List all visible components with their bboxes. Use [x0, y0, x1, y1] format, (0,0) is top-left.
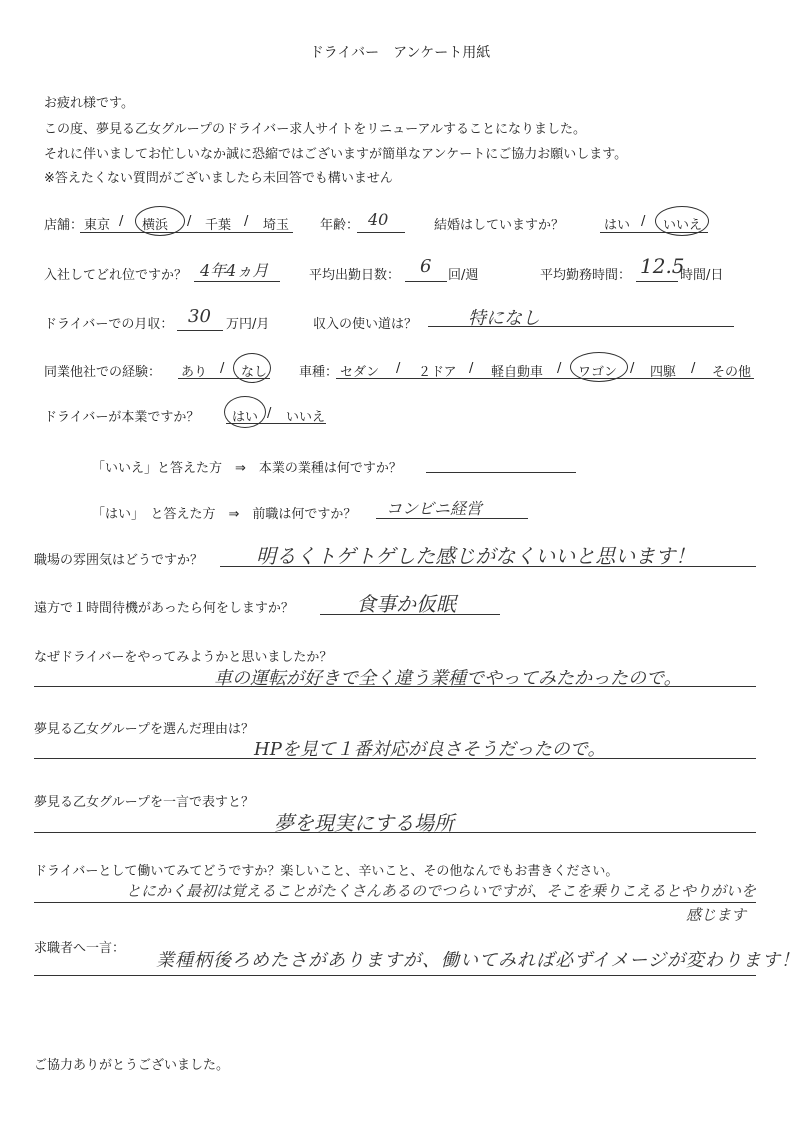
married-selected-circle: [655, 206, 709, 236]
waiting-value[interactable]: 食事か仮眠: [356, 592, 456, 616]
how-working-label: ドライバーとして働いてみてどうですか？楽しいこと、辛いこと、その他なんでもお書きください。: [34, 864, 619, 879]
car-type-label: 車種：: [299, 365, 339, 380]
main-job-option-no[interactable]: いいえ: [286, 410, 326, 425]
tenure-label: 入社してどれ位ですか？: [44, 268, 188, 283]
store-option-tokyo[interactable]: 東京: [84, 218, 111, 233]
one-word-value[interactable]: 夢を現実にする場所: [274, 811, 454, 835]
car-option-sedan[interactable]: セダン: [340, 365, 380, 380]
intro-line-2: この度、夢見る乙女グループのドライバー求人サイトをリニューアルすることになりました。: [44, 122, 586, 137]
age-label: 年齢：: [320, 218, 360, 233]
tenure-value[interactable]: 4年4ヵ月: [200, 261, 269, 280]
page-title: ドライバー アンケート用紙: [309, 45, 491, 61]
how-working-value-line2[interactable]: 感じます: [686, 906, 747, 924]
closing-text: ご協力ありがとうございました。: [34, 1058, 230, 1073]
main-job-label: ドライバーが本業ですか？: [44, 410, 200, 425]
store-label: 店舗：: [44, 218, 84, 233]
car-option-2door[interactable]: ２ドア: [418, 365, 457, 380]
why-group-label: 夢見る乙女グループを選んだ理由は？: [34, 722, 254, 737]
avg-hours-label: 平均勤務時間：: [540, 268, 632, 283]
store-option-yokohama[interactable]: 横浜: [142, 218, 169, 233]
avg-days-label: 平均出勤日数：: [309, 268, 401, 283]
store-option-saitama[interactable]: 埼玉: [263, 218, 290, 233]
married-option-yes[interactable]: はい: [604, 218, 631, 233]
to-applicants-label: 求職者へ一言：: [34, 941, 126, 956]
if-no-label: 「いいえ」と答えた方 ⇒ 本業の業種は何ですか？: [92, 461, 402, 476]
atmosphere-label: 職場の雰囲気はどうですか？: [34, 553, 204, 568]
income-value[interactable]: 30: [188, 306, 211, 327]
intro-line-3: それに伴いましてお忙しいなか誠に恐縮ではございますが簡単なアンケートにご協力お願いします。: [44, 147, 628, 162]
avg-days-value[interactable]: 6: [420, 256, 432, 277]
car-option-wagon[interactable]: ワゴン: [578, 365, 618, 380]
car-option-kei[interactable]: 軽自動車: [491, 365, 544, 380]
main-job-option-yes[interactable]: はい: [232, 410, 259, 425]
experience-selected-circle: [233, 353, 271, 383]
usage-label: 収入の使い道は？: [313, 317, 418, 332]
atmosphere-value[interactable]: 明るくトゲトゲした感じがなくいいと思います！: [256, 544, 696, 568]
income-unit: 万円/月: [226, 317, 270, 332]
avg-days-unit: 回/週: [448, 268, 479, 283]
income-label: ドライバーでの月収：: [44, 317, 174, 332]
store-selected-circle: [135, 206, 185, 236]
one-word-label: 夢見る乙女グループを一言で表すと？: [34, 795, 254, 810]
age-value[interactable]: 40: [368, 210, 389, 229]
store-option-chiba[interactable]: 千葉: [205, 218, 232, 233]
why-driver-label: なぜドライバーをやってみようかと思いましたか？: [34, 650, 333, 665]
if-yes-label: 「はい」 と答えた方 ⇒ 前職は何ですか？: [92, 507, 357, 522]
experience-option-yes[interactable]: あり: [181, 365, 208, 380]
married-option-no[interactable]: いいえ: [663, 218, 703, 233]
avg-hours-value[interactable]: 12.5: [640, 254, 685, 278]
married-label: 結婚はしていますか？: [434, 218, 565, 233]
car-option-4wd[interactable]: 四駆: [650, 365, 677, 380]
why-group-value[interactable]: HPを見て１番対応が良さそうだったので。: [254, 739, 606, 760]
intro-line-4: ※答えたくない質問がございましたら未回答でも構いません: [44, 171, 393, 186]
experience-label: 同業他社での経験：: [44, 365, 162, 380]
avg-hours-unit: 時間/日: [680, 268, 724, 283]
experience-option-no[interactable]: なし: [241, 365, 268, 380]
if-yes-value[interactable]: コンビニ経営: [386, 499, 483, 518]
usage-value[interactable]: 特になし: [468, 308, 540, 329]
main-job-selected-circle: [224, 396, 266, 428]
why-driver-value[interactable]: 車の運転が好きで全く違う業種でやってみたかったので。: [214, 668, 682, 689]
car-selected-circle: [570, 352, 628, 382]
waiting-label: 遠方で１時間待機があったら何をしますか？: [34, 601, 294, 616]
intro-line-1: お疲れ様です。: [44, 96, 134, 111]
to-applicants-value[interactable]: 業種柄後ろめたさがありますが、働いてみれば必ずイメージが変わります！: [156, 950, 800, 971]
how-working-value-line1[interactable]: とにかく最初は覚えることがたくさんあるのでつらいですが、そこを乗りこえるとやりがいを: [126, 882, 757, 900]
car-option-other[interactable]: その他: [712, 365, 752, 380]
